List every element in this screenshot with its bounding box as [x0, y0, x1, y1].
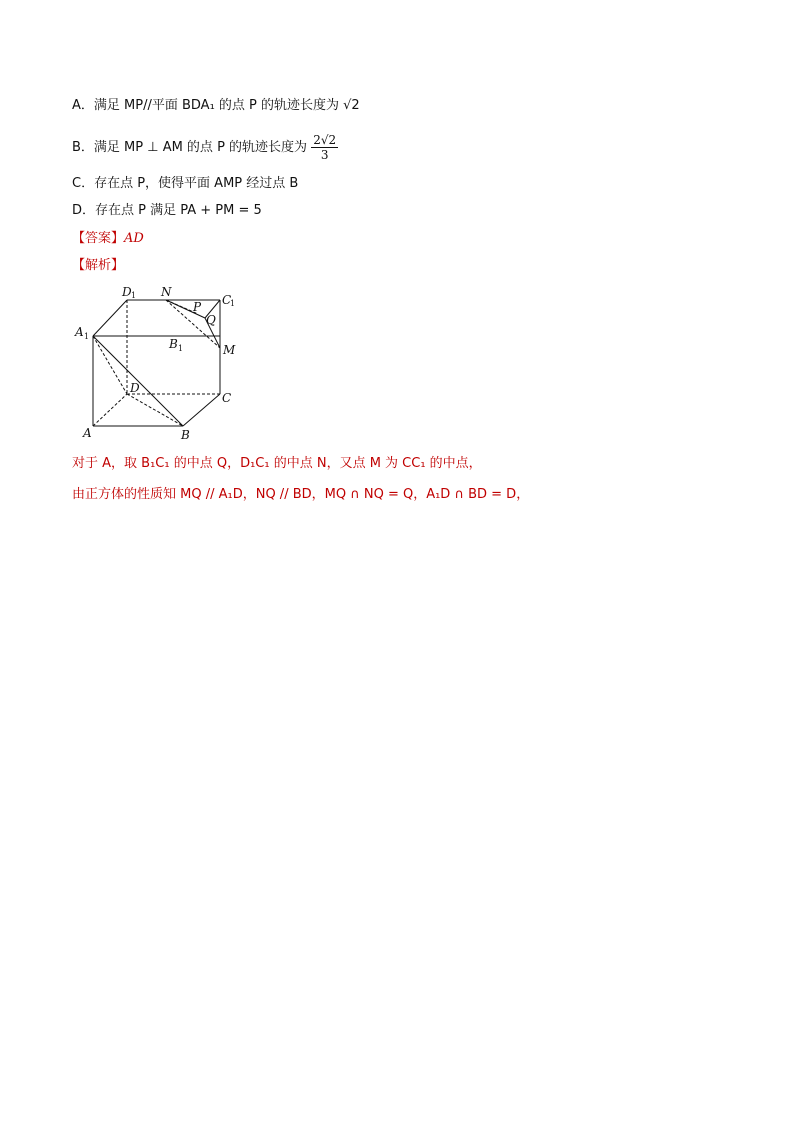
- answer-line: [72, 230, 144, 248]
- option-a: A．满足 MP//平面 BDA₁ 的点 P 的轨迹长度为 √2: [72, 98, 360, 113]
- option-c: C．存在点 P，使得平面 AMP 经过点 B: [72, 176, 299, 191]
- option-b-fraction: [311, 133, 338, 162]
- fraction-numerator: 2√2: [313, 133, 337, 147]
- label-d1: D: [122, 285, 132, 299]
- option-d: D．存在点 P 满足 PA + PM = 5: [72, 203, 262, 218]
- edge-a1-d1: [93, 300, 127, 336]
- label-c: C: [222, 391, 232, 405]
- analysis-label: 【解析】: [72, 258, 125, 273]
- label-a1: A: [75, 325, 84, 339]
- option-b-text: B．满足 MP ⊥ AM 的点 P 的轨迹长度为: [72, 140, 308, 155]
- label-a1-sub: 1: [84, 332, 90, 341]
- label-c1-sub: 1: [230, 299, 236, 308]
- label-c1: C: [222, 293, 232, 307]
- label-b1: B: [169, 337, 178, 351]
- label-d: D: [130, 381, 140, 395]
- label-a: A: [83, 426, 92, 440]
- edge-a-d: [93, 394, 127, 426]
- option-b: [72, 133, 338, 162]
- label-b: B: [181, 428, 190, 442]
- label-q: Q: [206, 313, 216, 327]
- label-m: M: [223, 343, 236, 357]
- label-n: N: [161, 285, 172, 299]
- explanation-line-2: 由正方体的性质知 MQ // A₁D，NQ // BD，MQ ∩ NQ = Q，A₁D ∩ BD = D，: [72, 487, 530, 502]
- cube-figure: [72, 284, 252, 444]
- label-p: P: [193, 300, 202, 314]
- label-d1-sub: 1: [131, 291, 137, 300]
- diag-d-b: [127, 394, 183, 426]
- edge-c-b: [183, 394, 220, 426]
- answer-label: 【答案】: [72, 231, 125, 246]
- explanation-line-1: 对于 A，取 B₁C₁ 的中点 Q，D₁C₁ 的中点 N，又点 M 为 CC₁ 的中点，: [72, 456, 482, 471]
- label-b1-sub: 1: [178, 344, 184, 353]
- answer-value: AD: [124, 231, 144, 246]
- fraction-denominator: 3: [320, 148, 329, 162]
